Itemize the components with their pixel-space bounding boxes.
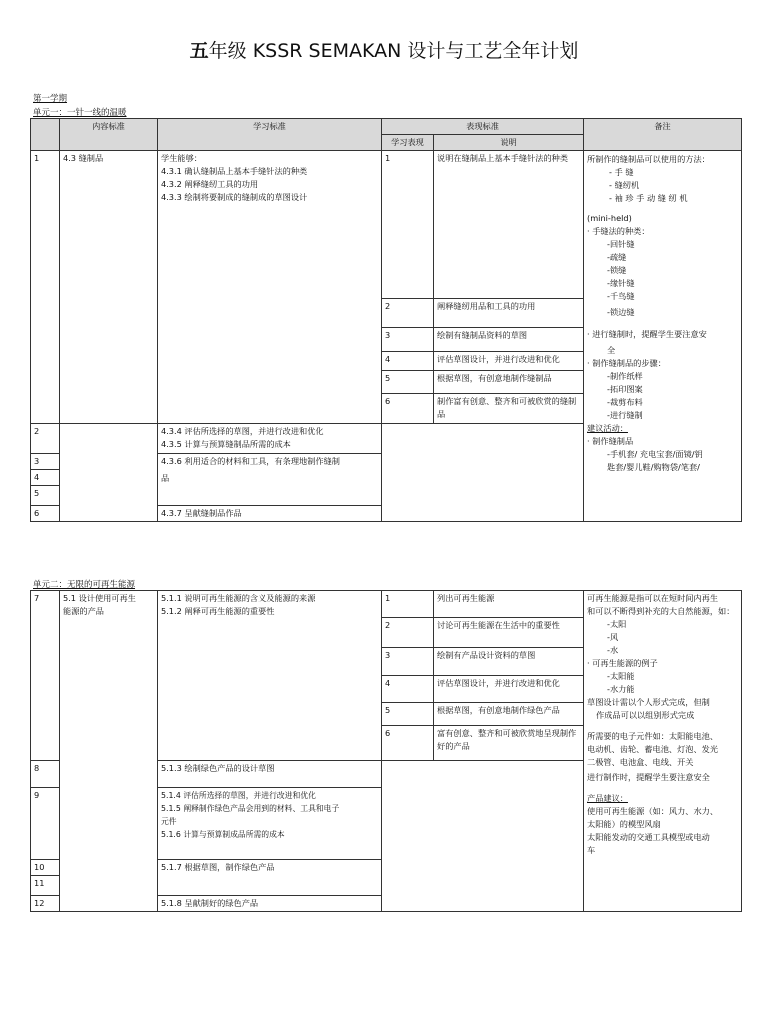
level-cell: 1 [382,151,434,299]
note-line: -疏缝 [607,252,627,262]
week-cell: 4 [31,470,60,486]
week-cell: 8 [31,761,60,788]
note-line: 电动机、齿轮、蓄电池、灯泡、发光 [587,744,719,754]
learning-line: 5.1.7 根据草图，制作绿色产品 [161,862,275,872]
note-line: -缘针缝 [607,278,635,288]
level-cell: 3 [382,648,434,676]
level-cell: 6 [382,394,434,424]
note-line: -风 [607,632,619,642]
learning-cell [158,788,382,860]
learning-cell [158,424,382,454]
unit1-heading: 单元一：一针一线的温暖 [33,108,127,118]
level-desc-cell: 富有创意、整齐和可被欣赏地呈现制作好的产品 [434,726,584,761]
learning-cell [158,454,382,506]
level-cell: 2 [382,299,434,328]
term-label: 第一学期 [33,94,68,104]
note-line: 二极管、电池盒、电线、开关 [587,757,694,767]
note-line: 车 [587,845,596,855]
content-line: 能源的产品 [63,606,104,616]
learning-cell [158,761,382,788]
note-line: · 制作缝制品的步骤： [587,358,666,368]
week-cell: 5 [31,486,60,506]
note-line: -太阳能 [607,671,635,681]
notes-cell [584,151,742,522]
note-line: 所制作的缝制品可以使用的方法： [587,154,710,164]
level-desc-cell: 根据草图，有创意地制作绿色产品 [434,703,584,726]
level-cell: 5 [382,371,434,394]
note-line: 使用可再生能源（如：风力、水力、 [587,806,719,816]
note-line: · 进行缝制时，提醒学生要注意安 [587,329,707,339]
note-line: -裁剪布料 [607,397,643,407]
level-desc-cell: 评估草图设计，并进行改进和优化 [434,352,584,371]
note-line: · 制作缝制品 [587,436,634,446]
unit2-table [30,590,742,912]
week-cell: 11 [31,876,60,896]
performance-empty-cell [382,424,584,522]
learning-line: 4.3.2 阐释缝纫工具的功用 [161,179,259,189]
learning-cell [158,506,382,522]
week-cell: 10 [31,860,60,876]
level-cell: 3 [382,328,434,352]
note-line: · 可再生能源的例子 [587,658,658,668]
learning-line: 学生能够： [161,153,202,163]
level-desc-cell: 列出可再生能源 [434,591,584,618]
week-cell: 9 [31,788,60,860]
title-text: 年级 KSSR SEMAKAN 设计与工艺全年计划 [208,40,579,62]
level-desc-cell: 评估草图设计，并进行改进和优化 [434,676,584,703]
learning-line: 5.1.6 计算与预算制成品所需的成本 [161,830,285,839]
col-performance-standard: 表现标准 [382,119,584,135]
note-line: -千鸟缝 [607,291,635,301]
note-line: 全 [607,345,616,355]
note-line: 草图设计需以个人形式完成，但制 [587,697,710,707]
level-desc-cell: 阐释缝纫用品和工具的功用 [434,299,584,328]
note-line: -水 [607,645,619,655]
title-bold-char: 五 [189,40,209,62]
learning-line: 5.1.4 评估所选择的草图，并进行改进和优化 [161,791,316,800]
note-line: 和可以不断得到补充的大自然能源，如： [587,606,735,616]
level-desc-cell: 根据草图，有创意地制作缝制品 [434,371,584,394]
learning-line: 5.1.1 说明可再生能源的含义及能源的来源 [161,593,316,603]
note-line: 进行制作时，提醒学生要注意安全 [587,772,710,782]
learning-line: 4.3.4 评估所选择的草图，并进行改进和优化 [161,426,324,436]
learning-line: 4.3.5 计算与预算缝制品所需的成本 [161,439,291,449]
level-cell: 5 [382,703,434,726]
learning-cell [158,896,382,912]
col-level: 学习表现 [382,135,434,151]
level-cell: 1 [382,591,434,618]
unit2-heading: 单元二：无限的可再生能源 [33,580,136,590]
note-line: 建议活动： [587,423,628,433]
week-cell: 6 [31,506,60,522]
learning-line: 5.1.5 阐释制作绿色产品会用到的材料、工具和电子 [161,804,340,813]
level-desc-cell: 说明在缝制品上基本手缝针法的种类 [434,151,584,299]
unit1-table [30,118,742,522]
level-desc-cell: 绘制有缝制品资料的草图 [434,328,584,352]
week-cell: 2 [31,424,60,454]
level-desc-cell: 制作富有创意、整齐和可被欣赏的缝制品 [434,394,584,424]
note-line: -回针缝 [607,239,635,249]
note-line: 作成品可以以组别形式完成 [596,710,695,720]
learning-cell [158,860,382,896]
note-line: -进行缝制 [607,410,643,420]
learning-line: 5.1.8 呈献制好的绿色产品 [161,898,259,908]
col-description: 说明 [434,135,584,151]
week-cell: 3 [31,454,60,470]
learning-line: 元件 [161,817,177,826]
learning-line: 4.3.3 绘制将要制成的缝制成的草图设计 [161,192,308,202]
note-line: 产品建议： [587,793,628,803]
note-line: 所需要的电子元件如：太阳能电池、 [587,731,719,741]
content-cell [60,424,158,522]
note-line: -锁缝 [607,265,627,275]
col-week [31,119,60,151]
note-line: -制作纸样 [607,371,643,381]
content-cell: 4.3 缝制品 [60,151,158,424]
note-line: (mini-held) [587,213,632,223]
week-cell: 1 [31,151,60,424]
learning-line: 4.3.1 确认缝制品上基本手缝针法的种类 [161,166,308,176]
note-line: -手机套/ 充电宝套/面镜/钥 [607,449,703,459]
level-cell: 4 [382,676,434,703]
note-line: -水力能 [607,684,635,694]
week-cell: 7 [31,591,60,761]
note-line: - 缝纫机 [609,180,640,190]
col-notes: 备注 [584,119,742,151]
level-cell: 6 [382,726,434,761]
level-desc-cell: 讨论可再生能源在生活中的重要性 [434,618,584,648]
content-line: 5.1 设计使用可再生 [63,593,136,603]
page-title [0,36,768,63]
learning-line: 4.3.6 利用适合的材料和工具，有条理地制作缝制 [161,456,340,466]
learning-line: 4.3.7 呈献缝制品作品 [161,508,242,518]
note-line: 可再生能源是指可以在短时间内再生 [587,593,719,603]
col-learning-standard: 学习标准 [158,119,382,151]
note-line: - 袖 珍 手 动 缝 纫 机 [609,193,688,203]
learning-cell [158,151,382,424]
level-cell: 2 [382,618,434,648]
note-line: · 手缝法的种类： [587,226,650,236]
note-line: 太阳能）的模型风扇 [587,819,661,829]
note-line: -拓印图案 [607,384,643,394]
learning-line: 5.1.3 绘制绿色产品的设计草图 [161,763,275,773]
note-line: -锁边缝 [607,307,635,317]
note-line: - 手 缝 [609,167,634,177]
note-line: 太阳能发动的交通工具模型或电动 [587,832,710,842]
note-line: 匙套/婴儿鞋/购物袋/笔套/ [607,462,700,472]
level-desc-cell: 绘制有产品设计资料的草图 [434,648,584,676]
learning-line: 品 [161,473,170,483]
note-line: -太阳 [607,619,627,629]
col-content-standard: 内容标准 [60,119,158,151]
content-cell [60,591,158,912]
learning-cell [158,591,382,761]
level-cell: 4 [382,352,434,371]
performance-empty-cell [382,761,584,912]
notes-cell [584,591,742,912]
week-cell: 12 [31,896,60,912]
learning-line: 5.1.2 阐释可再生能源的重要性 [161,606,275,616]
